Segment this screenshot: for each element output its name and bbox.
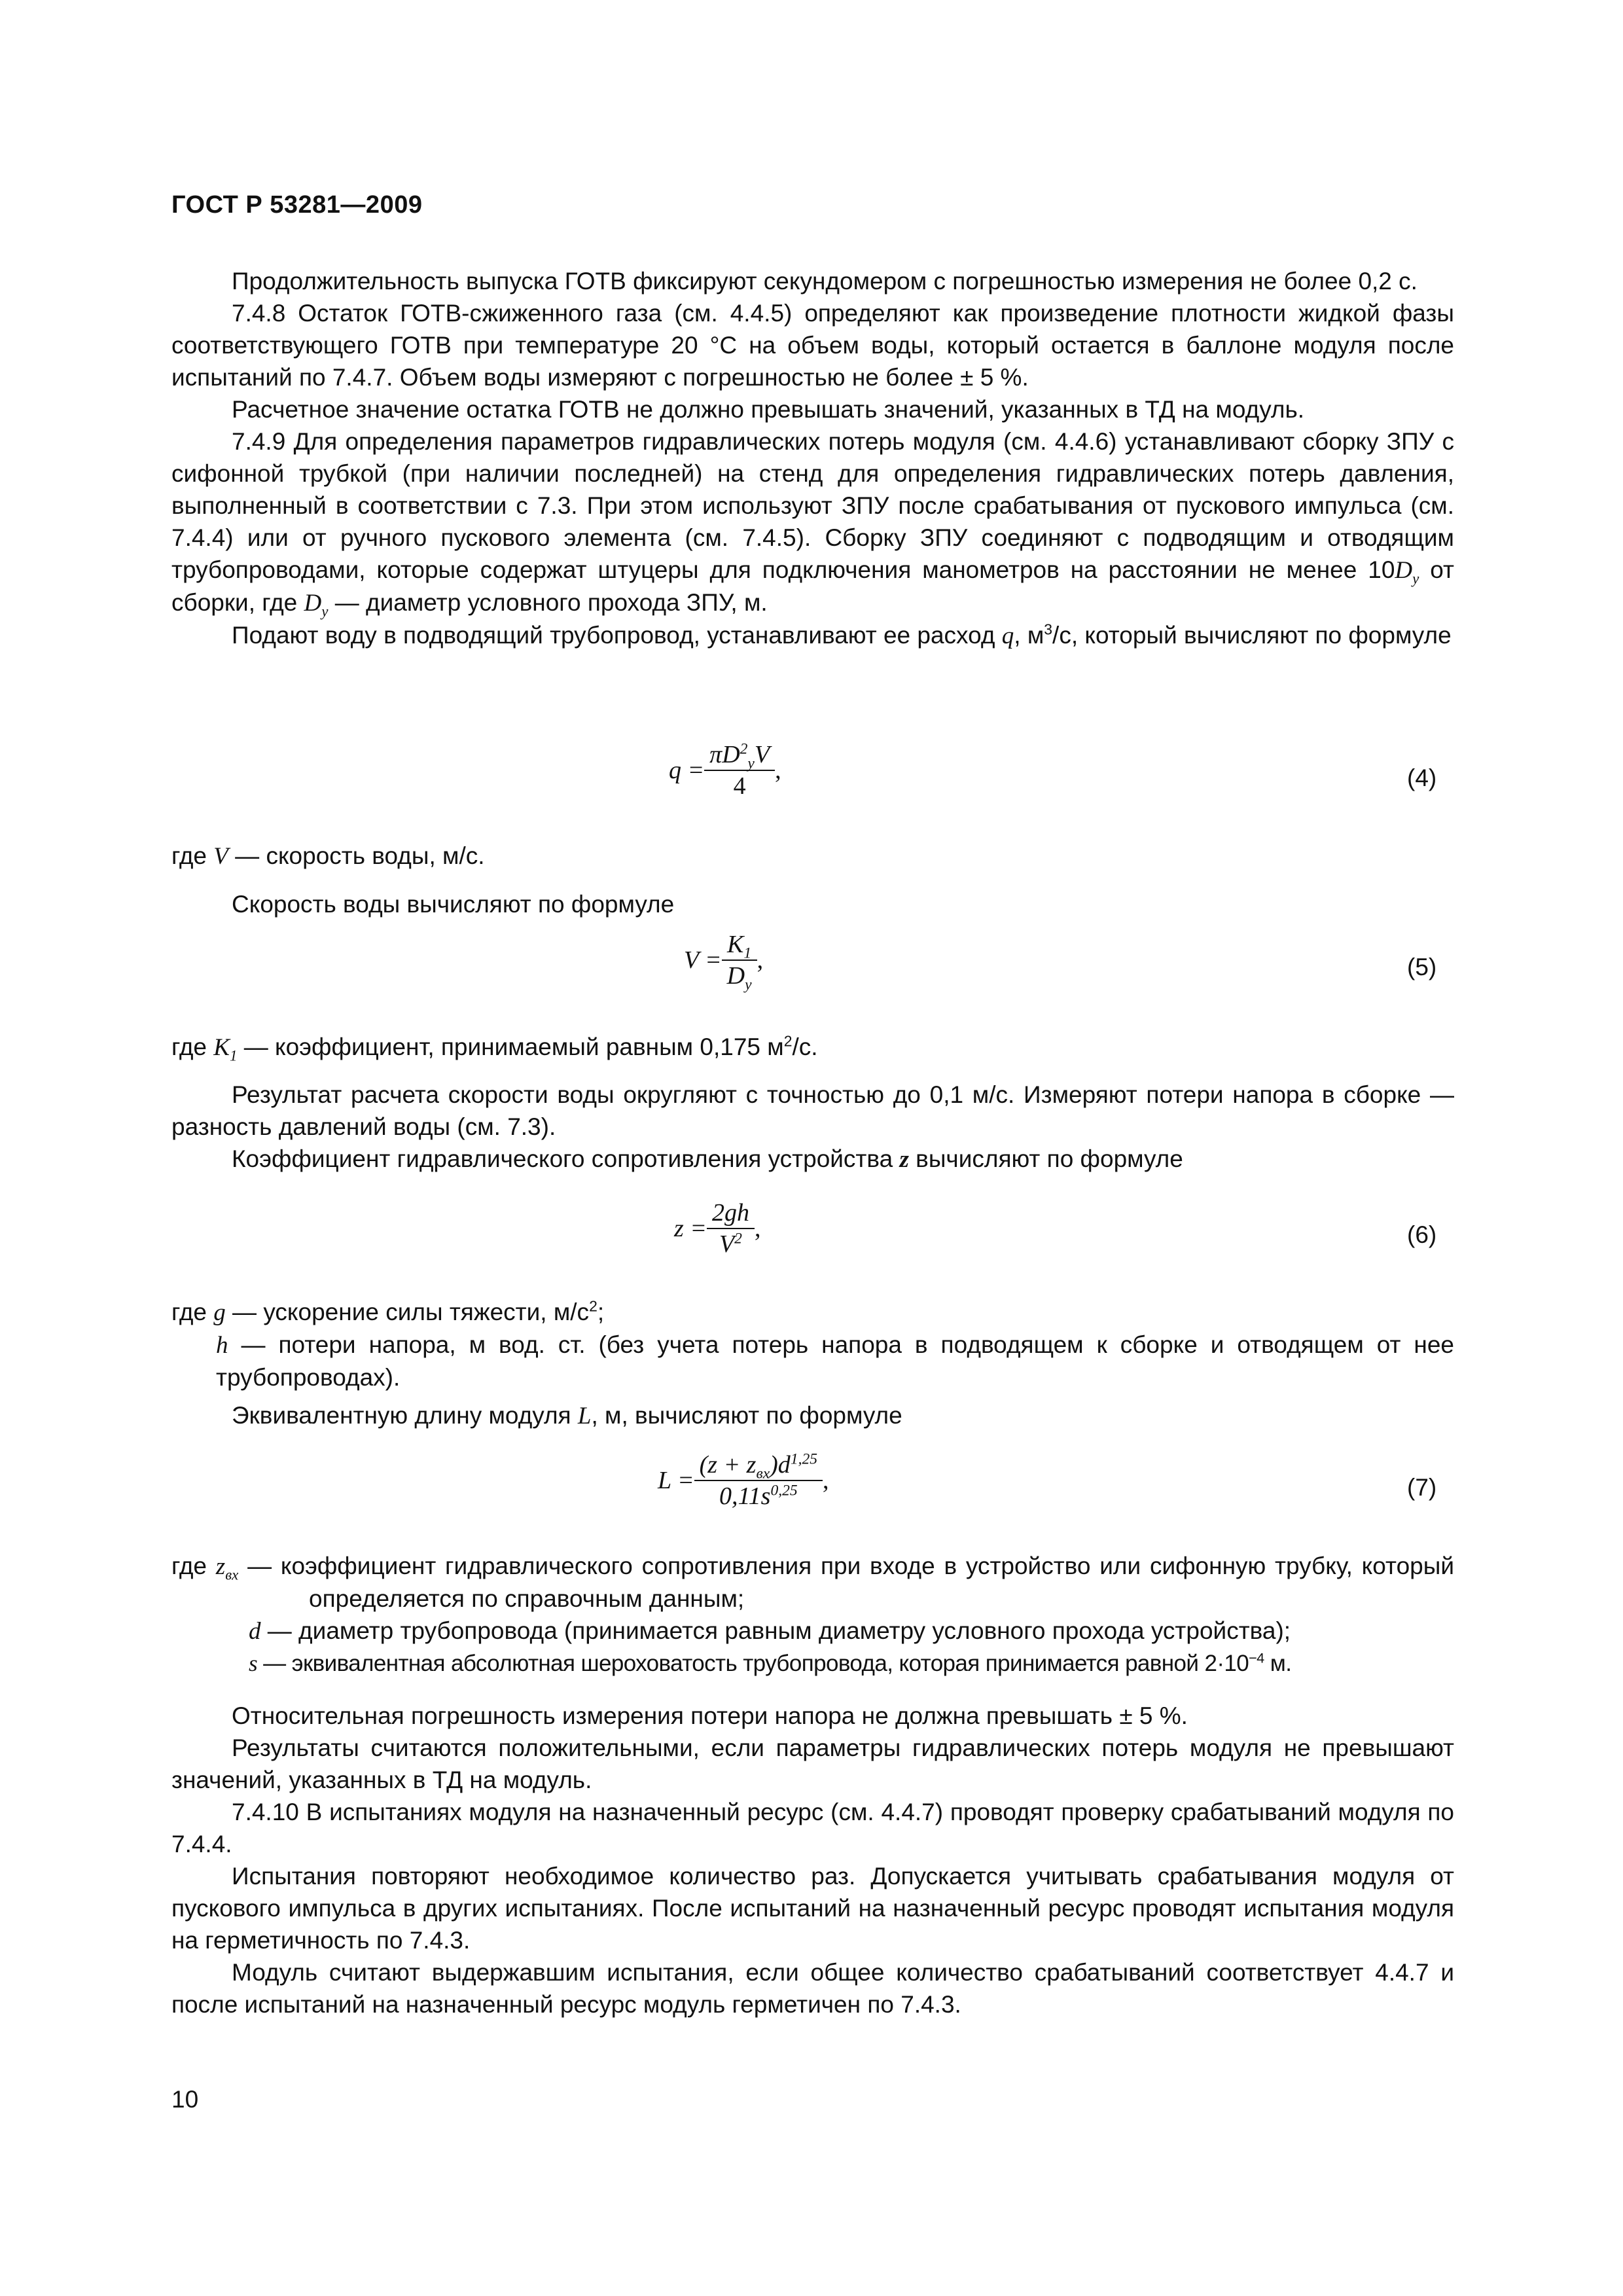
definition-row: h — потери напора, м вод. ст. (без учета потерь напора в подводящем к сборке и отводящем от нее трубопроводах). <box>216 1331 1454 1391</box>
symbol: s <box>249 1651 258 1676</box>
text-run: Подают воду в подводящий трубопровод, устанавливают ее расход <box>232 622 1002 649</box>
text-run: /с, который вычисляют по формуле <box>1052 622 1452 649</box>
fraction <box>694 1450 823 1511</box>
text-block-4 <box>171 1399 1454 1432</box>
paragraph: Продолжительность выпуска ГОТВ фиксируют секундомером с погрешностью измерения не более 0,2 с. <box>232 268 1418 295</box>
paragraph-7-4-10: 7.4.10 В испытаниях модуля на назначенный ресурс (см. 4.4.7) проводят проверку срабатываний модуля по 7.4.4. <box>171 1799 1454 1857</box>
text-block-3 <box>171 1079 1454 1175</box>
symbol-d-y: $D_у$ <box>1395 557 1419 587</box>
definition-block <box>171 1550 1454 1679</box>
formula-tail: , <box>754 1215 761 1242</box>
paragraph: Расчетное значение остатка ГОТВ не должно превышать значений, указанных в ТД на модуль. <box>232 396 1305 423</box>
paragraph: Результат расчета скорости воды округляют с точностью до 0,1 м/с. Измеряют потери напора в сборке — разность давлений воды (см. 7.3). <box>171 1081 1454 1140</box>
symbol: V <box>213 843 228 870</box>
paragraph: Эквивалентную длину модуля L, м, вычисляют по формуле <box>232 1402 902 1429</box>
symbol-l: L <box>577 1403 592 1429</box>
formula-tail: , <box>775 757 781 784</box>
formula-lhs: z = <box>674 1215 707 1242</box>
symbol: $K_1$ <box>213 1034 238 1064</box>
fraction-denominator: $D_у$ <box>726 962 752 994</box>
definition-block <box>171 840 1454 872</box>
formula-4 <box>669 740 781 801</box>
definition-row: где $z_{вх}$ — коэффициент гидравлического сопротивления при входе в устройство или сифонную трубку, который определяется по справочным данным; <box>171 1552 1455 1612</box>
paragraph: Результаты считаются положительными, если параметры гидравлических потерь модуля не превышают значений, указанных в ТД на модуль. <box>171 1734 1454 1793</box>
equation-number: (4) <box>1407 764 1437 791</box>
paragraph: Подают воду в подводящий трубопровод, устанавливают ее расход q, $м^3/с$, который вычисляют по формуле <box>232 620 1452 649</box>
formula-lhs: q = <box>669 757 705 784</box>
paragraph: Относительная погрешность измерения потери напора не должна превышать ± 5 %. <box>232 1702 1188 1729</box>
text-run: от сборки, где <box>171 556 1454 616</box>
equation-number: (7) <box>1407 1474 1437 1501</box>
text-run: 7.4.9 Для определения параметров гидравлических потерь модуля (см. 4.4.6) устанавливают сборку ЗПУ с сифонной трубкой (при наличии последней) на стенд для определения гидравлических потерь давления, выполненный в соответствии с 7.3. При этом используют ЗПУ после срабатывания от пускового импульса (см. 7.4.4) или от ручного пускового элемента (см. 7.4.5). Сборку ЗПУ соединяют с подводящим и отводящим трубопроводами, которые содержат штуцеры для подключения манометров на расстоянии не менее 10 <box>171 428 1454 583</box>
definition-row: s — эквивалентная абсолютная шероховатость трубопровода, которая принимается равной $2\cdot 10^{-4}$ м. <box>249 1649 1292 1676</box>
equation-number: (6) <box>1407 1221 1437 1248</box>
standard-header: ГОСТ Р 53281—2009 <box>171 191 423 219</box>
symbol-z: z <box>899 1146 909 1173</box>
fraction-denominator: $0,11s^{0,25}$ <box>719 1482 798 1510</box>
equation-number: (5) <box>1407 954 1437 980</box>
formula-5 <box>684 929 764 994</box>
page-number: 10 <box>171 2086 199 2113</box>
paragraph: Скорость воды вычисляют по формуле <box>232 891 675 918</box>
fraction <box>722 929 757 994</box>
symbol: $z_{вх}$ <box>215 1553 239 1583</box>
definition-row: где V — скорость воды, м/с. <box>171 842 485 870</box>
paragraph: Испытания повторяют необходимое количество раз. Допускается учитывать срабатывания модуля от пускового импульса в других испытаниях. После испытаний на назначенный ресурс проводят испытания модуля на герметичность по 7.4.3. <box>171 1863 1454 1954</box>
paragraph: Модуль считают выдержавшим испытания, если общее количество срабатываний соответствует 4.4.7 и после испытаний на назначенный ресурс модуль герметичен по 7.4.3. <box>171 1959 1454 2018</box>
text-block-1 <box>171 265 1454 652</box>
fraction-numerator: $\pi D^2_уV$ <box>704 740 775 771</box>
definition-block <box>171 1031 1454 1064</box>
formula-tail: , <box>823 1467 829 1494</box>
formula-lhs: L = <box>658 1467 694 1494</box>
fraction-numerator: $(z + z_{вх})d^{1,25}$ <box>694 1450 823 1481</box>
paragraph-7-4-8: 7.4.8 Остаток ГОТВ-сжиженного газа (см. 4.4.5) определяют как произведение плотности жидкой фазы соответствующего ГОТВ при температуре 20 °С на объем воды, который остается в баллоне модуля после испытаний по 7.4.7. Объем воды измеряют с погрешностью не более ± 5 %. <box>171 300 1454 391</box>
symbol: h <box>216 1332 228 1359</box>
text-run: , м <box>1014 622 1044 649</box>
definition-row: где $K_1$ — коэффициент, принимаемый равным 0,175 $м^2/с$. <box>171 1032 818 1064</box>
paragraph: Коэффициент гидравлического сопротивления устройства z вычисляют по формуле <box>232 1145 1183 1173</box>
definition-row: d — диаметр трубопровода (принимается равным диаметру условного прохода устройства); <box>249 1617 1291 1645</box>
symbol-q: q <box>1001 622 1014 649</box>
symbol-d-y: $D_у$ <box>304 590 329 620</box>
fraction-numerator: 2gh <box>707 1198 755 1229</box>
text-block-5 <box>171 1700 1454 2020</box>
formula-7 <box>658 1450 829 1511</box>
definition-row: где g — ускорение силы тяжести, $м/с^2$; <box>171 1297 605 1326</box>
fraction-denominator: $V^2$ <box>719 1230 742 1258</box>
symbol: d <box>249 1618 261 1645</box>
fraction <box>707 1198 755 1259</box>
fraction-denominator: 4 <box>733 772 746 800</box>
fraction-numerator: $K_1$ <box>722 929 757 961</box>
definition-block <box>171 1296 1454 1393</box>
text-run: — диаметр условного прохода ЗПУ, м. <box>328 589 768 616</box>
formula-lhs: V = <box>684 946 722 974</box>
fraction <box>704 740 775 801</box>
text-block-2 <box>171 888 1454 920</box>
formula-tail: , <box>757 946 764 974</box>
paragraph-7-4-9 <box>171 425 1454 619</box>
formula-6 <box>674 1198 760 1259</box>
symbol: g <box>213 1299 226 1326</box>
